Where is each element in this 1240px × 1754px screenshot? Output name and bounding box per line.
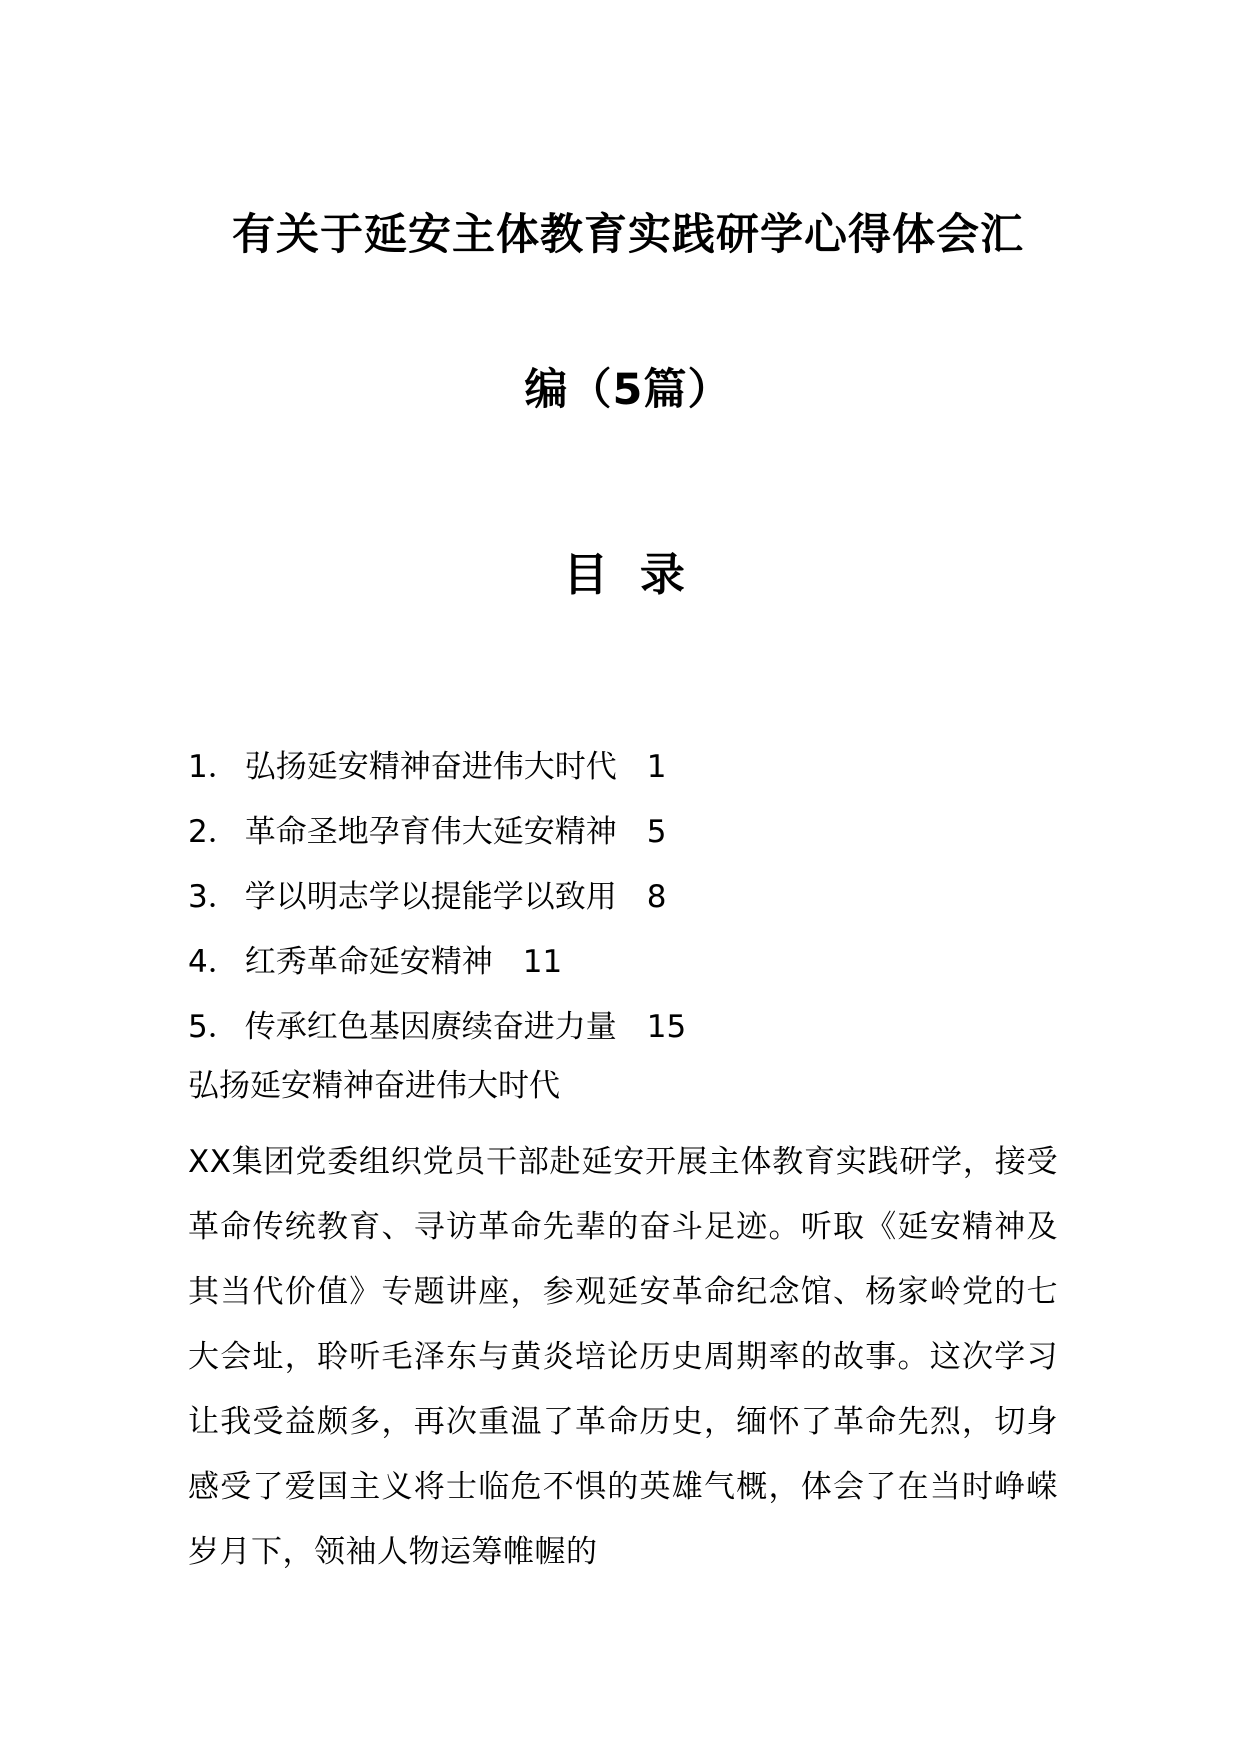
- toc-item-page: 1: [646, 749, 667, 785]
- toc-item-page: 15: [646, 1009, 687, 1045]
- toc-item-number: 5．: [188, 1009, 239, 1045]
- toc-item-title: 红秀革命延安精神: [244, 944, 493, 980]
- toc-item[interactable]: [188, 995, 686, 1060]
- body-paragraph: XX集团党委组织党员干部赴延安开展主体教育实践研学，接受革命传统教育、寻访革命先辈的奋斗足迹。听取《延安精神及其当代价值》专题讲座，参观延安革命纪念馆、杨家岭党的七大会址，聆听毛泽东与黄炎培论历史周期率的故事。这次学习让我受益颇多，再次重温了革命历史，缅怀了革命先烈，切身感受了爱国主义将士临危不惧的英雄气概，体会了在当时峥嵘岁月下，领袖人物运筹帷幄的: [188, 1144, 1058, 1570]
- toc-item[interactable]: [188, 930, 686, 995]
- toc-item-title: 弘扬延安精神奋进伟大时代: [244, 749, 617, 785]
- document-title-line-1: 有关于延安主体教育实践研学心得体会汇: [232, 210, 1024, 260]
- toc-item-title: 学以明志学以提能学以致用: [244, 879, 617, 915]
- toc-item-page: 11: [522, 944, 563, 980]
- document-title-line-2: 编（5篇）: [524, 365, 732, 415]
- toc-item-page: 5: [646, 814, 667, 850]
- toc-item-number: 4．: [188, 944, 239, 980]
- table-of-contents: [188, 735, 686, 1060]
- toc-item[interactable]: [188, 800, 686, 865]
- toc-item-number: 1．: [188, 749, 239, 785]
- toc-item-title: 传承红色基因赓续奋进力量: [244, 1009, 617, 1045]
- toc-item[interactable]: [188, 865, 686, 930]
- toc-item-title: 革命圣地孕育伟大延安精神: [244, 814, 617, 850]
- toc-item-number: 2．: [188, 814, 239, 850]
- toc-item-page: 8: [646, 879, 667, 915]
- toc-item[interactable]: [188, 735, 686, 800]
- section-title: 弘扬延安精神奋进伟大时代: [188, 1068, 560, 1104]
- toc-heading: 目 录: [563, 548, 693, 601]
- toc-item-number: 3．: [188, 879, 239, 915]
